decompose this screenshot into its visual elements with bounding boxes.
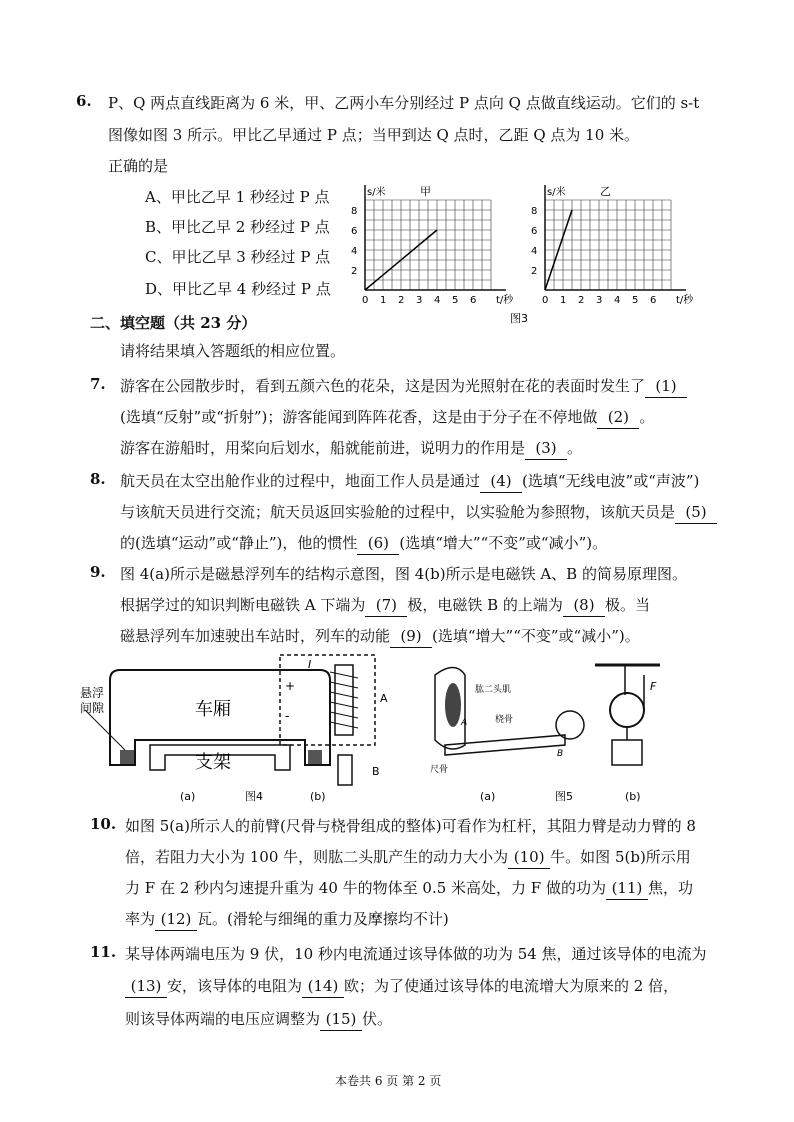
- q9-line1: 图 4(a)所示是磁悬浮列车的结构示意图，图 4(b)所示是电磁铁 A、B 的简易原理图。: [120, 565, 687, 583]
- q6-number: 6.: [76, 92, 92, 110]
- q8-line3: [120, 532, 607, 555]
- figure-4: [80, 650, 400, 810]
- q10-text3: 力 F 在 2 秒内匀速提升重为 40 牛的物体至 0.5 米高处，力 F 做的功为: [125, 879, 606, 897]
- x-axis-label: t/秒: [676, 295, 694, 306]
- y-axis-label: s/米: [367, 187, 386, 198]
- blank-4: (4): [480, 470, 522, 493]
- fig4-title: 图4: [245, 790, 263, 803]
- blank-9: (9): [390, 625, 432, 648]
- blank-15: (15): [320, 1008, 362, 1031]
- current-label: I: [308, 658, 312, 671]
- y-tick-label: 4: [531, 246, 538, 257]
- section-title: 二、填空题（共 23 分）: [90, 314, 257, 332]
- figure-3-caption: 图3: [510, 312, 528, 325]
- figure-3: [335, 180, 695, 330]
- chart-jia: [351, 185, 514, 306]
- x-tick-label: 5: [452, 295, 459, 306]
- electromagnet-box: [280, 655, 375, 745]
- plus-terminal: +: [285, 679, 296, 693]
- q10-text2: 倍，若阻力大小为 100 牛，则肱二头肌产生的动力大小为: [125, 848, 509, 866]
- forearm: [445, 735, 565, 755]
- x-axis-label: t/秒: [496, 295, 514, 306]
- q7-text2b: 。: [639, 408, 655, 426]
- q7-number: 7.: [90, 375, 106, 393]
- q8-text2: 与该航天员进行交流；航天员返回实验舱的过程中，以实验舱为参照物，该航天员是: [120, 503, 676, 521]
- x-tick-label: 1: [560, 295, 567, 306]
- q7-line2: [120, 406, 654, 429]
- q9-line3: [120, 625, 640, 648]
- x-tick-label: 4: [434, 295, 441, 306]
- x-tick-label: 3: [416, 295, 423, 306]
- q6-line3: 正确的是: [108, 157, 169, 175]
- ball: [556, 711, 584, 739]
- blank-10: (10): [508, 846, 550, 869]
- q11-line2: [125, 975, 678, 998]
- blank-11: (11): [606, 877, 648, 900]
- coil-windings: [330, 672, 358, 728]
- q6-option-b: B、甲比乙早 2 秒经过 P 点: [145, 218, 330, 236]
- q9-text3b: (选填“增大”“不变”或“减小”)。: [432, 627, 640, 645]
- q10-number: 10.: [90, 815, 117, 833]
- magnet-right: [308, 750, 322, 764]
- blank-1: (1): [645, 375, 687, 398]
- q9-text2c: 极。当: [604, 596, 650, 614]
- minus-terminal: -: [285, 709, 290, 723]
- electromagnet-b: [338, 755, 352, 785]
- point-b-label: B: [557, 749, 564, 759]
- blank-6: (6): [357, 532, 399, 555]
- x-tick-label: 4: [614, 295, 621, 306]
- y-tick-label: 2: [351, 266, 358, 277]
- q10-line1: 如图 5(a)所示人的前臂(尺骨与桡骨组成的整体)可看作为杠杆，其阻力臂是动力臂的 8: [125, 817, 696, 835]
- q7-text3: 游客在游船时，用桨向后划水，船就能前进，说明力的作用是: [120, 439, 526, 457]
- fig4-a-label: (a): [180, 790, 196, 803]
- blank-5: (5): [675, 501, 717, 524]
- y-tick-label: 6: [351, 226, 358, 237]
- q11-text3b: 伏。: [362, 1010, 393, 1028]
- q6-line1: P、Q 两点直线距离为 6 米，甲、乙两小车分别经过 P 点向 Q 点做直线运动。它们的 s-t: [108, 94, 700, 112]
- q6-line2: 图像如图 3 所示。甲比乙早通过 P 点；当甲到达 Q 点时，乙距 Q 点为 10 米。: [108, 126, 640, 144]
- q6-option-c: C、甲比乙早 3 秒经过 P 点: [145, 248, 331, 266]
- q10-line4: [125, 908, 449, 931]
- q6-option-a: A、甲比乙早 1 秒经过 P 点: [145, 188, 330, 206]
- q7-line3: [120, 437, 582, 460]
- q11-text3: 则该导体两端的电压应调整为: [125, 1010, 321, 1028]
- q10-text2b: 牛。如图 5(b)所示用: [550, 848, 691, 866]
- blank-13: (13): [125, 975, 167, 998]
- q10-line2: [125, 846, 691, 869]
- y-axis-label: s/米: [547, 187, 566, 198]
- q8-text3: 的(选填“运动”或“静止”)，他的惯性: [120, 534, 358, 552]
- fig5-b-label: (b): [625, 790, 641, 803]
- pulley-wheel: [610, 693, 644, 727]
- q9-line2: [120, 594, 650, 617]
- x-tick-label: 6: [470, 295, 477, 306]
- y-tick-label: 8: [351, 206, 358, 217]
- force-label: F: [650, 680, 657, 693]
- blank-7: (7): [365, 594, 407, 617]
- gap-label: 悬浮: [80, 686, 105, 700]
- bicep-muscle: [445, 683, 461, 727]
- x-tick-label: 1: [380, 295, 387, 306]
- q11-text2: 安，该导体的电阻为: [167, 977, 303, 995]
- fig5-a-label: (a): [480, 790, 496, 803]
- blank-2: (2): [597, 406, 639, 429]
- q10-text3b: 焦，功: [647, 879, 693, 897]
- fig5-title: 图5: [555, 790, 573, 803]
- figure-5: [425, 650, 685, 810]
- series-legend: 甲: [420, 185, 431, 198]
- x-tick-label: 5: [632, 295, 639, 306]
- q9-text3: 磁悬浮列车加速驶出车站时，列车的动能: [120, 627, 391, 645]
- magnet-left: [120, 750, 134, 764]
- q8-text1: 航天员在太空出舱作业的过程中，地面工作人员是通过: [120, 472, 481, 490]
- x-tick-label: 2: [398, 295, 405, 306]
- frame-label: 支架: [195, 752, 231, 773]
- series-legend: 乙: [600, 185, 611, 198]
- y-tick-label: 4: [351, 246, 358, 257]
- train-car-label: 车厢: [195, 699, 231, 720]
- q10-line3: [125, 877, 693, 900]
- q8-text1b: (选填“无线电波”或“声波”): [522, 472, 700, 490]
- x-tick-label: 0: [542, 295, 549, 306]
- q8-number: 8.: [90, 470, 106, 488]
- fig4-b-label: (b): [310, 790, 326, 803]
- q9-number: 9.: [90, 563, 106, 581]
- q9-text2b: 极，电磁铁 B 的上端为: [407, 596, 563, 614]
- x-tick-label: 6: [650, 295, 657, 306]
- q6-option-d: D、甲比乙早 4 秒经过 P 点: [145, 280, 331, 298]
- q9-text2: 根据学过的知识判断电磁铁 A 下端为: [120, 596, 366, 614]
- x-tick-label: 3: [596, 295, 603, 306]
- q7-text3b: 。: [567, 439, 583, 457]
- muscle-label: 肱二头肌: [475, 685, 512, 695]
- x-tick-label: 2: [578, 295, 585, 306]
- blank-8: (8): [563, 594, 605, 617]
- q8-text3b: (选填“增大”“不变”或“减小”)。: [399, 534, 608, 552]
- q10-text4: 率为: [125, 910, 156, 928]
- q7-text1: 游客在公园散步时，看到五颜六色的花朵，这是因为光照射在花的表面时发生了: [120, 377, 646, 395]
- blank-14: (14): [302, 975, 344, 998]
- blank-12: (12): [155, 908, 197, 931]
- q8-line2: [120, 501, 717, 524]
- q10-text4b: 瓦。(滑轮与细绳的重力及摩擦均不计): [197, 910, 449, 928]
- gap-label-2: 间隙: [80, 701, 105, 715]
- blank-3: (3): [525, 437, 567, 460]
- q8-line1: [120, 470, 699, 493]
- weight-block: [612, 740, 642, 765]
- y-tick-label: 6: [531, 226, 538, 237]
- gap-pointer: [85, 710, 125, 750]
- section-note: 请将结果填入答题纸的相应位置。: [120, 342, 346, 360]
- magnet-b-label: B: [372, 765, 380, 778]
- ulna-label: 尺骨: [430, 765, 449, 775]
- x-tick-label: 0: [362, 295, 369, 306]
- q11-line3: [125, 1008, 392, 1031]
- q11-text2b: 欧；为了使通过该导体的电流增大为原来的 2 倍，: [344, 977, 679, 995]
- q7-text2: (选填“反射”或“折射”)；游客能闻到阵阵花香，这是由于分子在不停地做: [120, 408, 598, 426]
- page-footer: 本卷共 6 页 第 2 页: [335, 1074, 442, 1088]
- radius-label: 桡骨: [495, 715, 514, 725]
- magnet-a-label: A: [380, 692, 388, 705]
- point-a-label: A: [461, 718, 468, 728]
- y-tick-label: 2: [531, 266, 538, 277]
- chart-yi: [531, 185, 694, 306]
- q7-line1: [120, 375, 687, 398]
- q11-number: 11.: [90, 943, 117, 961]
- y-tick-label: 8: [531, 206, 538, 217]
- q11-line1: 某导体两端电压为 9 伏，10 秒内电流通过该导体做的功为 54 焦，通过该导体的电流为: [125, 945, 707, 963]
